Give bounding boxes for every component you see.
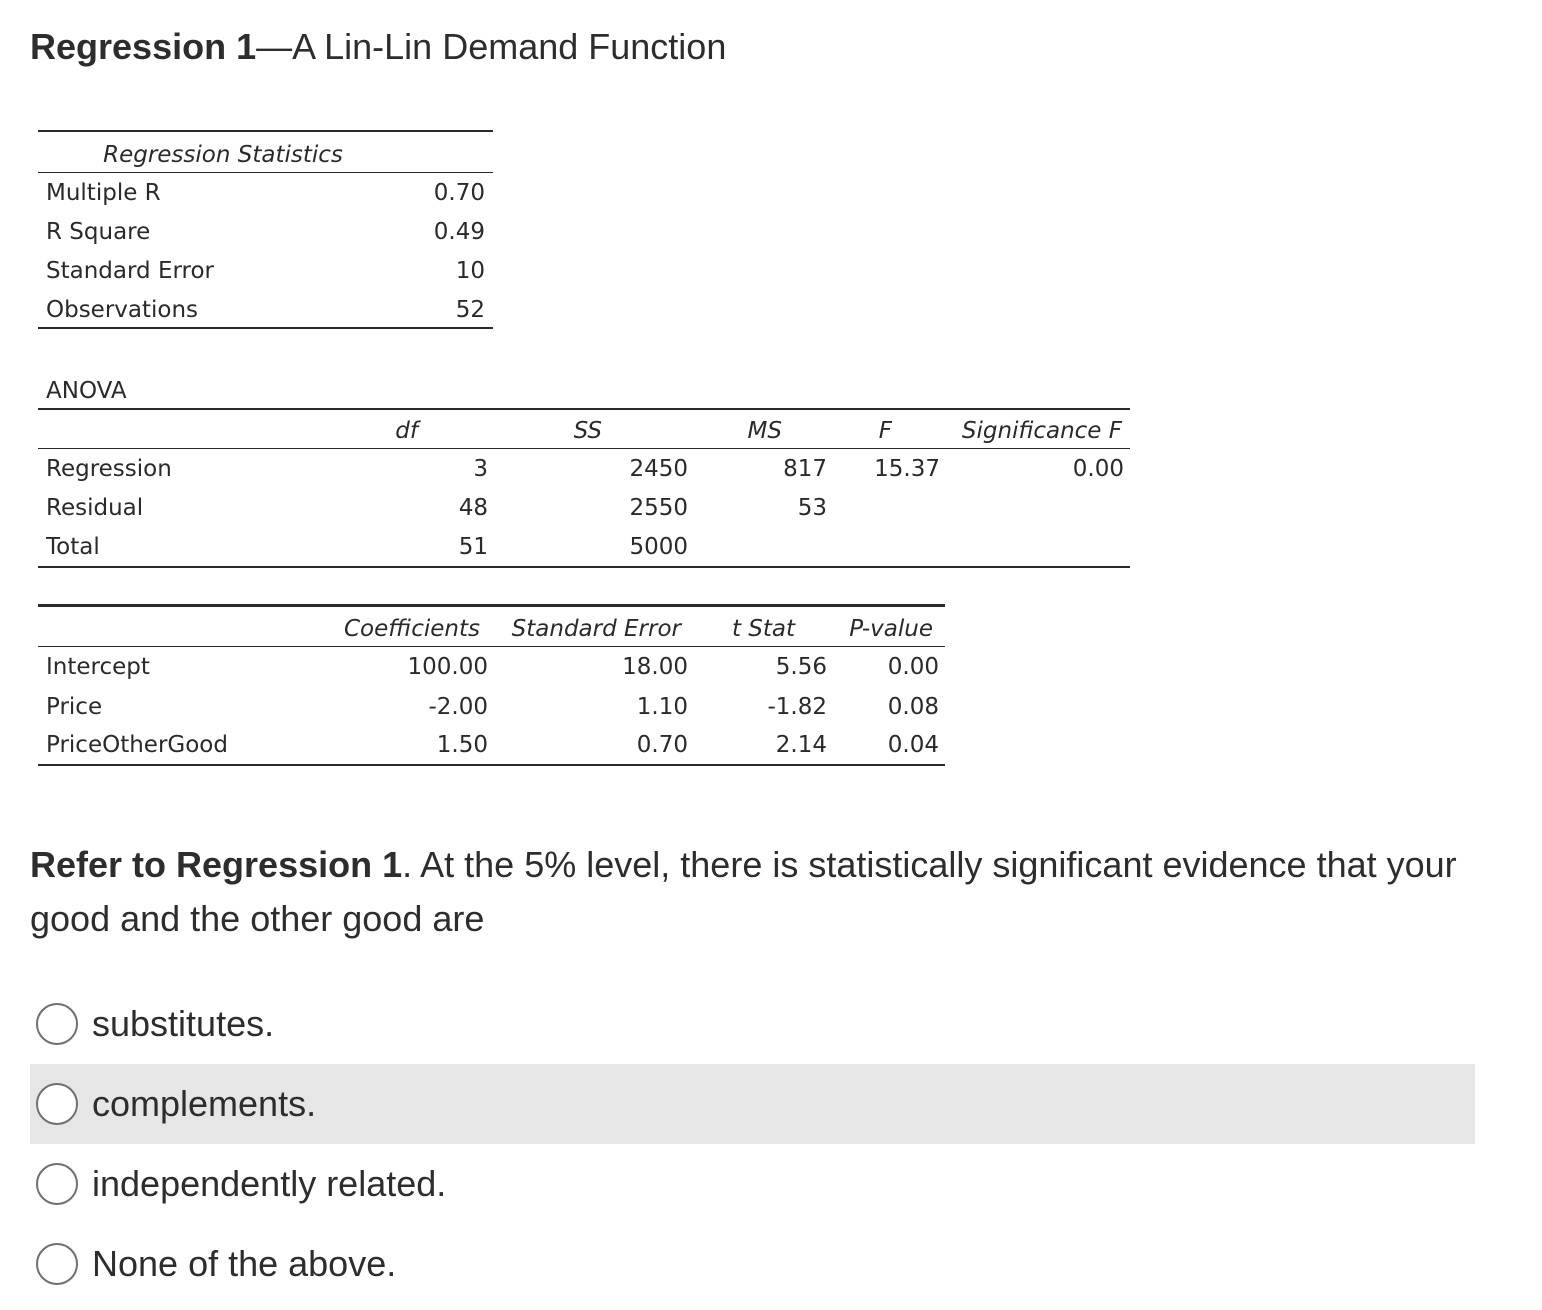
anova-cell: 5000: [629, 534, 688, 560]
anova-title: ANOVA: [46, 378, 127, 404]
coef-row-label: PriceOtherGood: [46, 732, 228, 758]
anova-cell: 3: [473, 456, 488, 482]
question-text: [30, 838, 1500, 946]
coef-cell: 0.08: [887, 694, 939, 720]
anova-header-sigf: Significance F: [961, 418, 1122, 444]
coef-row-label: Intercept: [46, 654, 150, 680]
anova-cell: 51: [458, 534, 488, 560]
reg-stat-label: Standard Error: [46, 258, 215, 284]
page-title: [30, 24, 726, 70]
anova-header-f: F: [878, 418, 892, 444]
anova-cell: 2550: [629, 495, 688, 521]
anova-cell: 2450: [629, 456, 688, 482]
anova-header-df: df: [395, 418, 418, 444]
coef-row-label: Price: [46, 694, 103, 720]
coef-cell: -2.00: [428, 694, 488, 720]
question-body: . At the 5% level, there is statistically significant evidence that your good and the other good are: [30, 844, 1457, 939]
reg-stat-label: Observations: [46, 297, 199, 323]
question-bold: Refer to Regression 1: [30, 844, 403, 885]
title-rest: —A Lin-Lin Demand Function: [256, 26, 727, 67]
radio-button[interactable]: [36, 1243, 78, 1285]
coef-cell: 1.10: [636, 694, 688, 720]
option-substitutes[interactable]: [30, 984, 1475, 1064]
coef-header-se: Standard Error: [511, 616, 681, 642]
reg-stat-value: 0.70: [433, 180, 485, 206]
anova-header-ss: SS: [573, 418, 602, 444]
anova-cell: 0.00: [1072, 456, 1124, 482]
anova-cell: 53: [797, 495, 827, 521]
coef-header-t: t Stat: [731, 616, 795, 642]
coef-cell: 5.56: [775, 654, 827, 680]
option-independently-related[interactable]: [30, 1144, 1475, 1224]
coef-cell: 0.04: [887, 732, 939, 758]
regression-statistics-table: [38, 128, 493, 333]
option-label: independently related.: [92, 1163, 447, 1204]
option-none-of-the-above[interactable]: [30, 1224, 1475, 1304]
anova-header-ms: MS: [747, 418, 782, 444]
anova-cell: 15.37: [874, 456, 940, 482]
reg-stat-value: 10: [455, 258, 485, 284]
option-complements[interactable]: [30, 1064, 1475, 1144]
coef-cell: 18.00: [622, 654, 688, 680]
anova-table: [38, 372, 1130, 572]
coef-cell: 100.00: [407, 654, 488, 680]
radio-button[interactable]: [36, 1003, 78, 1045]
coef-cell: 1.50: [436, 732, 488, 758]
anova-row-label: Residual: [46, 495, 144, 521]
coef-header-coef: Coefficients: [343, 616, 480, 642]
coef-cell: -1.82: [767, 694, 827, 720]
anova-row-label: Regression: [46, 456, 172, 482]
coef-header-p: P-value: [849, 616, 933, 642]
radio-button[interactable]: [36, 1083, 78, 1125]
radio-button[interactable]: [36, 1163, 78, 1205]
coef-cell: 0.70: [636, 732, 688, 758]
coef-cell: 2.14: [775, 732, 827, 758]
coef-cell: 0.00: [887, 654, 939, 680]
reg-stat-label: Multiple R: [46, 180, 161, 206]
reg-stat-label: R Square: [46, 219, 151, 245]
coefficients-table: [38, 600, 945, 772]
option-label: None of the above.: [92, 1243, 397, 1284]
answer-options: [30, 984, 1475, 1304]
option-label: substitutes.: [92, 1003, 275, 1044]
anova-cell: 817: [783, 456, 827, 482]
reg-stat-value: 52: [455, 297, 485, 323]
title-bold: Regression 1: [30, 26, 257, 67]
anova-cell: 48: [458, 495, 488, 521]
option-label: complements.: [92, 1083, 317, 1124]
reg-stat-value: 0.49: [433, 219, 485, 245]
reg-stats-header: Regression Statistics: [103, 142, 343, 168]
anova-row-label: Total: [46, 534, 100, 560]
